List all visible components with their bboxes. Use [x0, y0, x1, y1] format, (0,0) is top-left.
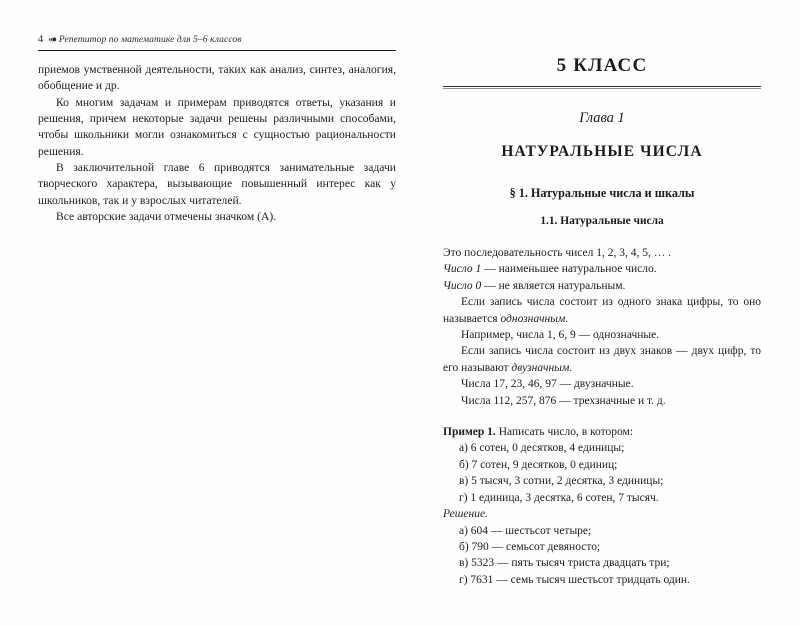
- line-three-digit-examples: Числа 112, 257, 876 — трехзначные и т. д.: [461, 394, 666, 407]
- chapter-title: НАТУРАЛЬНЫЕ ЧИСЛА: [501, 143, 703, 160]
- two-digit-period: .: [569, 361, 573, 374]
- solution-item-a: а) 604 — шестьсот четыре;: [459, 524, 592, 537]
- term-number-one: Число 1: [443, 263, 482, 276]
- solution-item-g: г) 7631 — семь тысяч шестьсот тридцать один.: [459, 573, 690, 586]
- grade-heading-rule: [443, 86, 761, 89]
- paragraph-author-tasks: Все авторские задачи отмечены значком (А).: [56, 210, 277, 224]
- example-block: [443, 424, 761, 506]
- term-number-zero: Число 0: [443, 279, 482, 292]
- example-prompt-line: [443, 424, 761, 440]
- term-single-digit: однозначным: [500, 312, 566, 325]
- page-number: 4: [38, 34, 44, 45]
- solution-label: Решение.: [443, 508, 488, 521]
- example-item-g: г) 1 единица, 3 десятка, 6 сотен, 7 тысяч.: [459, 491, 659, 504]
- single-digit-text: Если запись числа состоит из одного знака цифры, то оно называется: [443, 296, 761, 325]
- solution-block: [443, 506, 761, 588]
- example-item-a: а) 6 сотен, 0 десятков, 4 единицы;: [459, 442, 625, 455]
- term-two-digit: двузначным: [511, 361, 570, 374]
- line-number-one-definition: [443, 261, 761, 277]
- running-head-rule: [38, 50, 396, 51]
- right-page: [443, 55, 761, 588]
- paragraph-intro-methods: приемов умственной деятельности, таких как анализ, синтез, аналогия, обобщение и др.: [38, 63, 396, 93]
- line-two-digit-definition: [443, 343, 761, 376]
- chapter-label: Глава 1: [579, 110, 625, 126]
- paragraph-final-chapter: В заключительной главе 6 приводятся занимательные задачи творческого характера, вызывающие повышенный интерес как у школьников, так и у взрослых читателей.: [38, 161, 396, 207]
- term-number-one-rest: — наименьшее натуральное число.: [481, 263, 657, 276]
- two-digit-text: Если запись числа состоит из двух знаков — двух цифр, то его называют: [443, 345, 761, 374]
- running-head: [38, 34, 396, 47]
- ornament-icon: «●: [48, 33, 56, 44]
- example-item-v: в) 5 тысяч, 3 сотни, 2 десятка, 3 единицы;: [459, 475, 664, 488]
- example-prompt: Написать число, в котором:: [495, 426, 634, 439]
- example-item-b: б) 7 сотен, 9 десятков, 0 единиц;: [459, 458, 618, 471]
- grade-heading: 5 КЛАСС: [556, 55, 648, 76]
- line-single-digit-examples: Например, числа 1, 6, 9 — однозначные.: [461, 329, 660, 342]
- subsection-heading: 1.1. Натуральные числа: [540, 215, 664, 227]
- right-page-body: [443, 245, 761, 588]
- left-page-body: [38, 62, 396, 225]
- line-single-digit-definition: [443, 294, 761, 327]
- line-number-zero-definition: [443, 278, 761, 294]
- example-label: Пример 1.: [443, 426, 496, 439]
- solution-item-v: в) 5323 — пять тысяч триста двадцать три;: [459, 557, 670, 570]
- left-page: [38, 34, 396, 225]
- line-two-digit-examples: Числа 17, 23, 46, 97 — двузначные.: [461, 378, 634, 391]
- paragraph-answers-hints: Ко многим задачам и примерам приводятся ответы, указания и решения, причем некоторые задачи решены различными способами, чтобы школьники могли ознакомиться с сущностью рациональности решения.: [38, 95, 396, 158]
- solution-item-b: б) 790 — семьсот девяносто;: [459, 540, 601, 553]
- section-heading: § 1. Натуральные числа и шкалы: [509, 186, 695, 200]
- line-sequence: Это последовательность чисел 1, 2, 3, 4, 5, … .: [443, 247, 671, 259]
- running-head-title: Репетитор по математике для 5–6 классов: [58, 35, 242, 45]
- single-digit-period: .: [565, 312, 569, 325]
- term-number-zero-rest: — не является натуральным.: [481, 279, 626, 292]
